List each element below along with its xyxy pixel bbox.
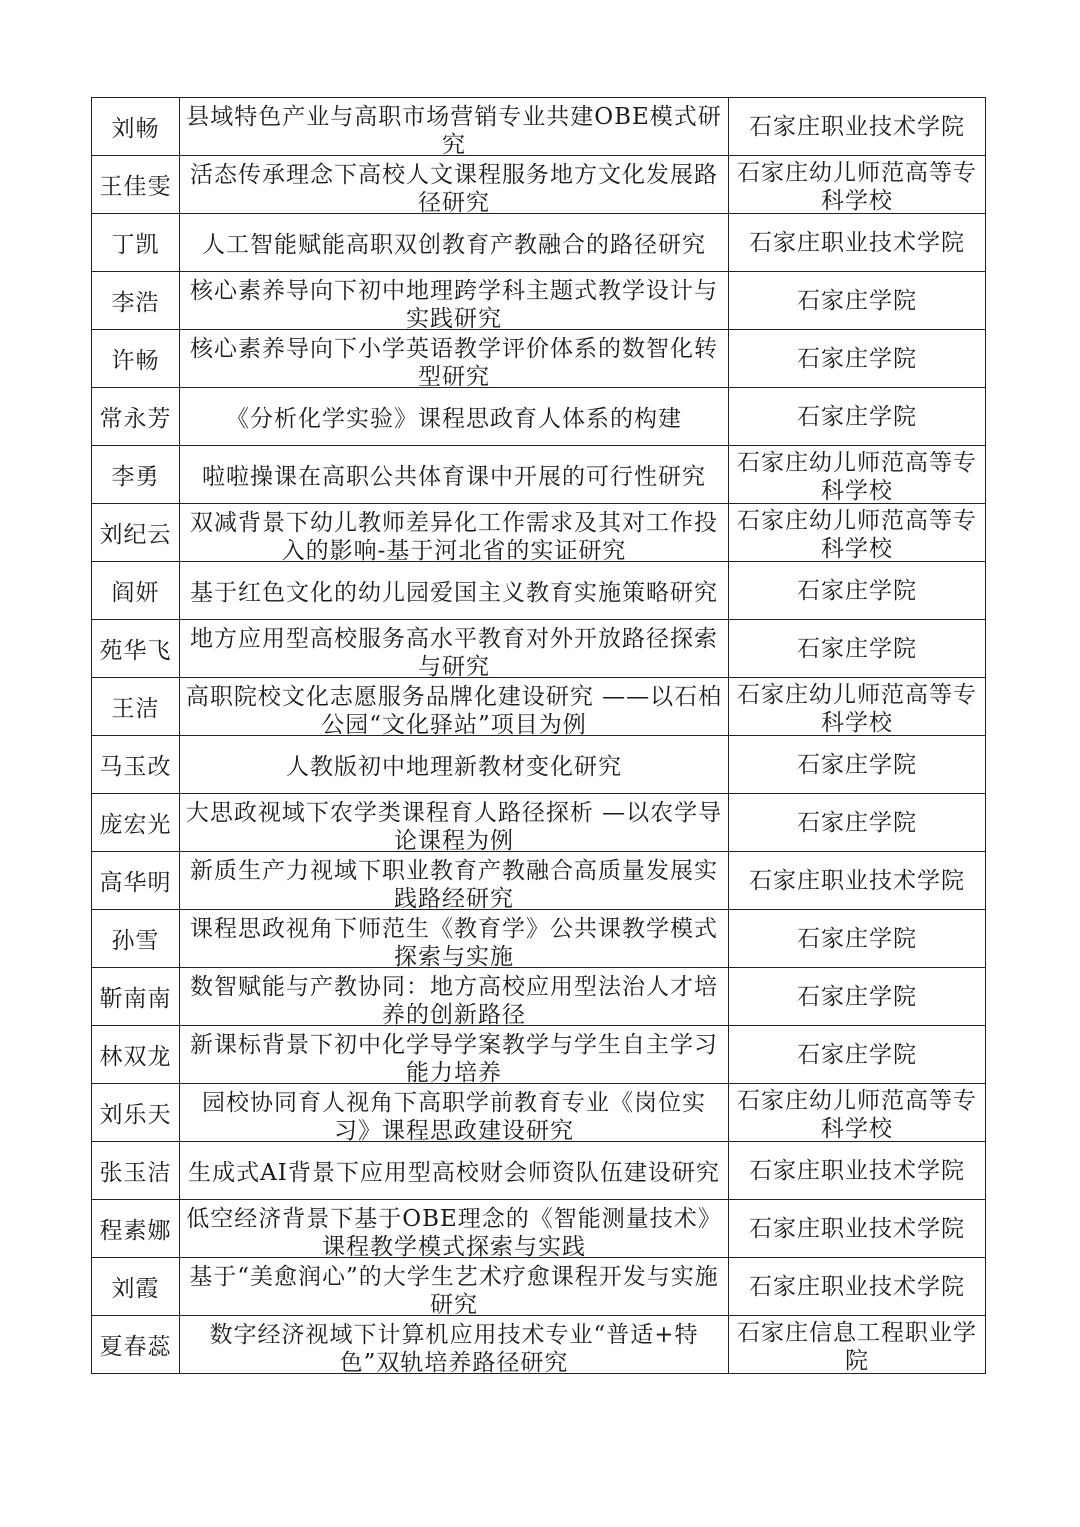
project-title: [180, 562, 729, 620]
table-row: [92, 388, 986, 446]
project-title-text: 啦啦操课在高职公共体育课中开展的可行性研究: [202, 463, 706, 490]
table-row: [92, 1026, 986, 1084]
project-title: [180, 620, 729, 678]
institution: [729, 1200, 986, 1258]
table-row: [92, 98, 986, 156]
institution: [729, 910, 986, 968]
institution: [729, 678, 986, 736]
institution-text: 石家庄学院: [797, 635, 917, 662]
person-name: 刘乐天: [92, 1084, 180, 1142]
institution: [729, 1316, 986, 1374]
project-title: [180, 1084, 729, 1142]
table-row: [92, 736, 986, 794]
institution-text: 石家庄学院: [797, 1041, 917, 1068]
table-row: [92, 330, 986, 388]
table-body: [92, 98, 986, 1374]
project-title: [180, 156, 729, 214]
project-title-text: 课程思政视角下师范生《教育学》公共课教学模式探索与实施: [190, 915, 718, 967]
institution: [729, 1026, 986, 1084]
institution: [729, 446, 986, 504]
table-row: [92, 678, 986, 736]
institution-text: 石家庄学院: [797, 287, 917, 314]
institution-text: 石家庄幼儿师范高等专科学校: [737, 159, 977, 211]
project-title-text: 人工智能赋能高职双创教育产教融合的路径研究: [202, 231, 706, 258]
project-title-text: 新课标背景下初中化学导学案教学与学生自主学习能力培养: [190, 1031, 718, 1083]
table-row: [92, 156, 986, 214]
project-title-text: 核心素养导向下小学英语教学评价体系的数智化转型研究: [190, 335, 718, 387]
institution-text: 石家庄幼儿师范高等专科学校: [737, 1087, 977, 1139]
person-name: 刘霞: [92, 1258, 180, 1316]
project-title-text: 新质生产力视域下职业教育产教融合高质量发展实践路经研究: [190, 857, 718, 909]
table-row: [92, 620, 986, 678]
table-row: [92, 852, 986, 910]
table-row: [92, 1142, 986, 1200]
project-title: [180, 388, 729, 446]
institution: [729, 388, 986, 446]
person-name: 丁凯: [92, 214, 180, 272]
institution-text: 石家庄职业技术学院: [749, 229, 965, 256]
project-title: [180, 504, 729, 562]
institution-text: 石家庄学院: [797, 751, 917, 778]
project-title: [180, 1142, 729, 1200]
institution-text: 石家庄幼儿师范高等专科学校: [737, 449, 977, 501]
person-name: 程素娜: [92, 1200, 180, 1258]
person-name: 夏春蕊: [92, 1316, 180, 1374]
institution: [729, 504, 986, 562]
person-name: 靳南南: [92, 968, 180, 1026]
project-title-text: 活态传承理念下高校人文课程服务地方文化发展路径研究: [190, 161, 718, 213]
person-name: 王佳雯: [92, 156, 180, 214]
institution: [729, 1142, 986, 1200]
table-row: [92, 214, 986, 272]
project-title-text: 高职院校文化志愿服务品牌化建设研究 ——以石柏公园“文化驿站”项目为例: [185, 683, 723, 735]
institution-text: 石家庄职业技术学院: [749, 1157, 965, 1184]
person-name: 王洁: [92, 678, 180, 736]
institution-text: 石家庄职业技术学院: [749, 113, 965, 140]
project-title: [180, 1200, 729, 1258]
institution: [729, 272, 986, 330]
table-row: [92, 794, 986, 852]
institution-text: 石家庄学院: [797, 925, 917, 952]
table-row: [92, 446, 986, 504]
project-title-text: 《分析化学实验》课程思政育人体系的构建: [226, 405, 682, 432]
project-title-text: 数智赋能与产教协同：地方高校应用型法治人才培养的创新路径: [190, 973, 718, 1025]
project-title: [180, 1258, 729, 1316]
table-row: [92, 504, 986, 562]
person-name: 许畅: [92, 330, 180, 388]
table-row: [92, 910, 986, 968]
institution-text: 石家庄学院: [797, 345, 917, 372]
person-name: 孙雪: [92, 910, 180, 968]
project-title: [180, 852, 729, 910]
project-list-table: [91, 97, 986, 1374]
person-name: 高华明: [92, 852, 180, 910]
person-name: 李浩: [92, 272, 180, 330]
project-title-text: 地方应用型高校服务高水平教育对外开放路径探索与研究: [190, 625, 718, 677]
institution: [729, 214, 986, 272]
project-title-text: 生成式AI背景下应用型高校财会师资队伍建设研究: [188, 1159, 720, 1186]
table-row: [92, 1316, 986, 1374]
project-title: [180, 794, 729, 852]
institution: [729, 98, 986, 156]
institution-text: 石家庄幼儿师范高等专科学校: [737, 681, 977, 733]
project-title: [180, 272, 729, 330]
institution: [729, 562, 986, 620]
person-name: 苑华飞: [92, 620, 180, 678]
person-name: 常永芳: [92, 388, 180, 446]
person-name: 张玉洁: [92, 1142, 180, 1200]
project-title-text: 县域特色产业与高职市场营销专业共建OBE模式研究: [186, 103, 722, 155]
institution: [729, 736, 986, 794]
table-row: [92, 968, 986, 1026]
institution: [729, 794, 986, 852]
institution-text: 石家庄职业技术学院: [749, 1273, 965, 1300]
institution-text: 石家庄学院: [797, 983, 917, 1010]
person-name: 李勇: [92, 446, 180, 504]
project-title: [180, 446, 729, 504]
institution: [729, 852, 986, 910]
project-title: [180, 214, 729, 272]
institution: [729, 1258, 986, 1316]
project-title-text: 大思政视域下农学类课程育人路径探析 —以农学导论课程为例: [185, 799, 723, 851]
person-name: 林双龙: [92, 1026, 180, 1084]
table-row: [92, 1258, 986, 1316]
project-title-text: 双减背景下幼儿教师差异化工作需求及其对工作投入的影响-基于河北省的实证研究: [190, 509, 718, 561]
project-title: [180, 910, 729, 968]
institution: [729, 1084, 986, 1142]
institution: [729, 620, 986, 678]
person-name: 阎妍: [92, 562, 180, 620]
person-name: 刘纪云: [92, 504, 180, 562]
institution-text: 石家庄学院: [797, 403, 917, 430]
table-row: [92, 1200, 986, 1258]
person-name: 马玉改: [92, 736, 180, 794]
institution: [729, 156, 986, 214]
project-title: [180, 1026, 729, 1084]
project-title: [180, 98, 729, 156]
institution-text: 石家庄学院: [797, 809, 917, 836]
table-row: [92, 1084, 986, 1142]
institution-text: 石家庄幼儿师范高等专科学校: [737, 507, 977, 559]
person-name: 刘畅: [92, 98, 180, 156]
project-title: [180, 968, 729, 1026]
project-title-text: 基于“美愈润心”的大学生艺术疗愈课程开发与实施研究: [189, 1263, 719, 1315]
project-title: [180, 330, 729, 388]
person-name: 庞宏光: [92, 794, 180, 852]
project-title: [180, 736, 729, 794]
institution-text: 石家庄职业技术学院: [749, 867, 965, 894]
table-row: [92, 272, 986, 330]
project-title-text: 人教版初中地理新教材变化研究: [286, 753, 622, 780]
project-title-text: 数字经济视域下计算机应用技术专业“普适+特色”双轨培养路径研究: [209, 1321, 699, 1373]
project-title-text: 基于红色文化的幼儿园爱国主义教育实施策略研究: [190, 579, 718, 606]
table-row: [92, 562, 986, 620]
institution-text: 石家庄职业技术学院: [749, 1215, 965, 1242]
project-title: [180, 678, 729, 736]
institution-text: 石家庄信息工程职业学院: [737, 1319, 977, 1371]
project-title-text: 低空经济背景下基于OBE理念的《智能测量技术》课程教学模式探索与实践: [186, 1205, 722, 1257]
institution: [729, 330, 986, 388]
project-title: [180, 1316, 729, 1374]
project-title-text: 核心素养导向下初中地理跨学科主题式教学设计与实践研究: [190, 277, 718, 329]
institution: [729, 968, 986, 1026]
institution-text: 石家庄学院: [797, 577, 917, 604]
project-title-text: 园校协同育人视角下高职学前教育专业《岗位实习》课程思政建设研究: [202, 1089, 706, 1141]
